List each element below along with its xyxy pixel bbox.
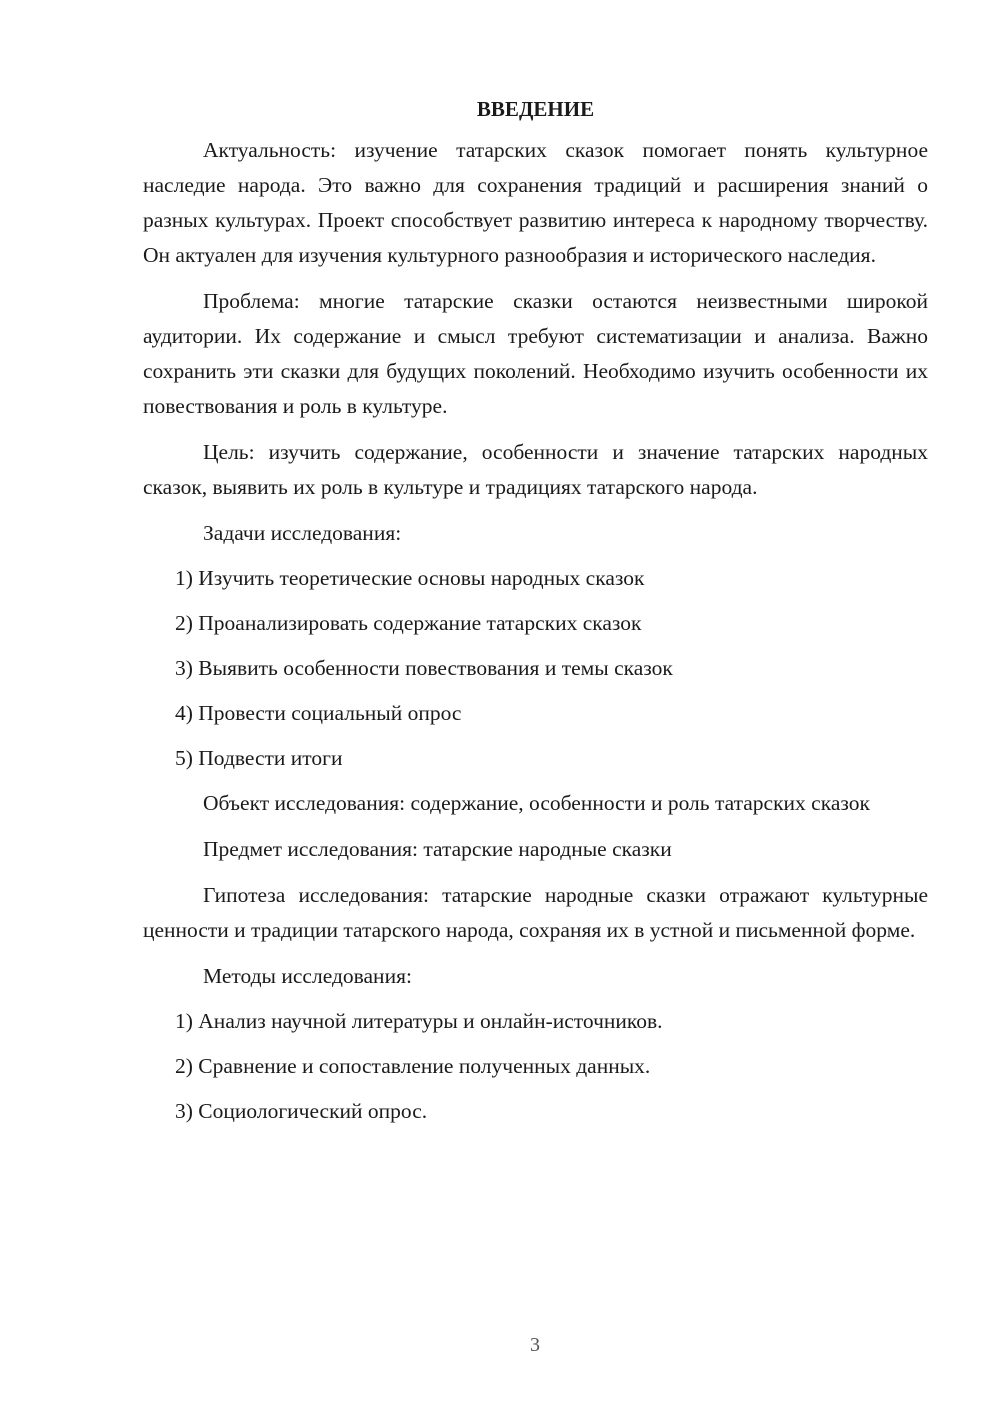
object-paragraph: Объект исследования: содержание, особенности и роль татарских сказок: [203, 791, 870, 815]
goal-paragraph: Цель: изучить содержание, особенности и значение татарских народных сказок, выявить их роль в культуре и традициях татарского народа.: [143, 440, 928, 499]
document-page: [143, 92, 928, 1139]
list-item: 1) Изучить теоретические основы народных сказок: [175, 566, 645, 590]
relevance-paragraph: Актуальность: изучение татарских сказок помогает понять культурное наследие народа. Это важно для сохранения традиций и расширения знаний о разных культурах. Проект способствует развитию интереса к народному творчеству. Он актуален для изучения культурного разнообразия и исторического наследия.: [143, 138, 928, 267]
list-item: 3) Социологический опрос.: [175, 1099, 428, 1123]
list-item: 1) Анализ научной литературы и онлайн-источников.: [175, 1009, 663, 1033]
hypothesis-paragraph: Гипотеза исследования: татарские народные сказки отражают культурные ценности и традиции татарского народа, сохраняя их в устной и письменной форме.: [143, 883, 928, 942]
page-number: 3: [530, 1334, 540, 1356]
methods-list: [143, 1004, 928, 1129]
subject-paragraph: Предмет исследования: татарские народные сказки: [203, 837, 672, 861]
methods-heading: Методы исследования:: [203, 964, 412, 988]
list-item: 2) Проанализировать содержание татарских сказок: [175, 611, 642, 635]
page-title: ВВЕДЕНИЕ: [476, 97, 595, 121]
list-item: 5) Подвести итоги: [175, 746, 343, 770]
list-item: 2) Сравнение и сопоставление полученных данных.: [175, 1054, 651, 1078]
tasks-list: [143, 561, 928, 776]
list-item: 4) Провести социальный опрос: [175, 701, 462, 725]
tasks-heading: Задачи исследования:: [203, 521, 402, 545]
list-item: 3) Выявить особенности повествования и темы сказок: [175, 656, 673, 680]
problem-paragraph: Проблема: многие татарские сказки остаются неизвестными широкой аудитории. Их содержание и смысл требуют систематизации и анализа. Важно сохранить эти сказки для будущих поколений. Необходимо изучить особенности их повествования и роль в культуре.: [143, 289, 928, 418]
